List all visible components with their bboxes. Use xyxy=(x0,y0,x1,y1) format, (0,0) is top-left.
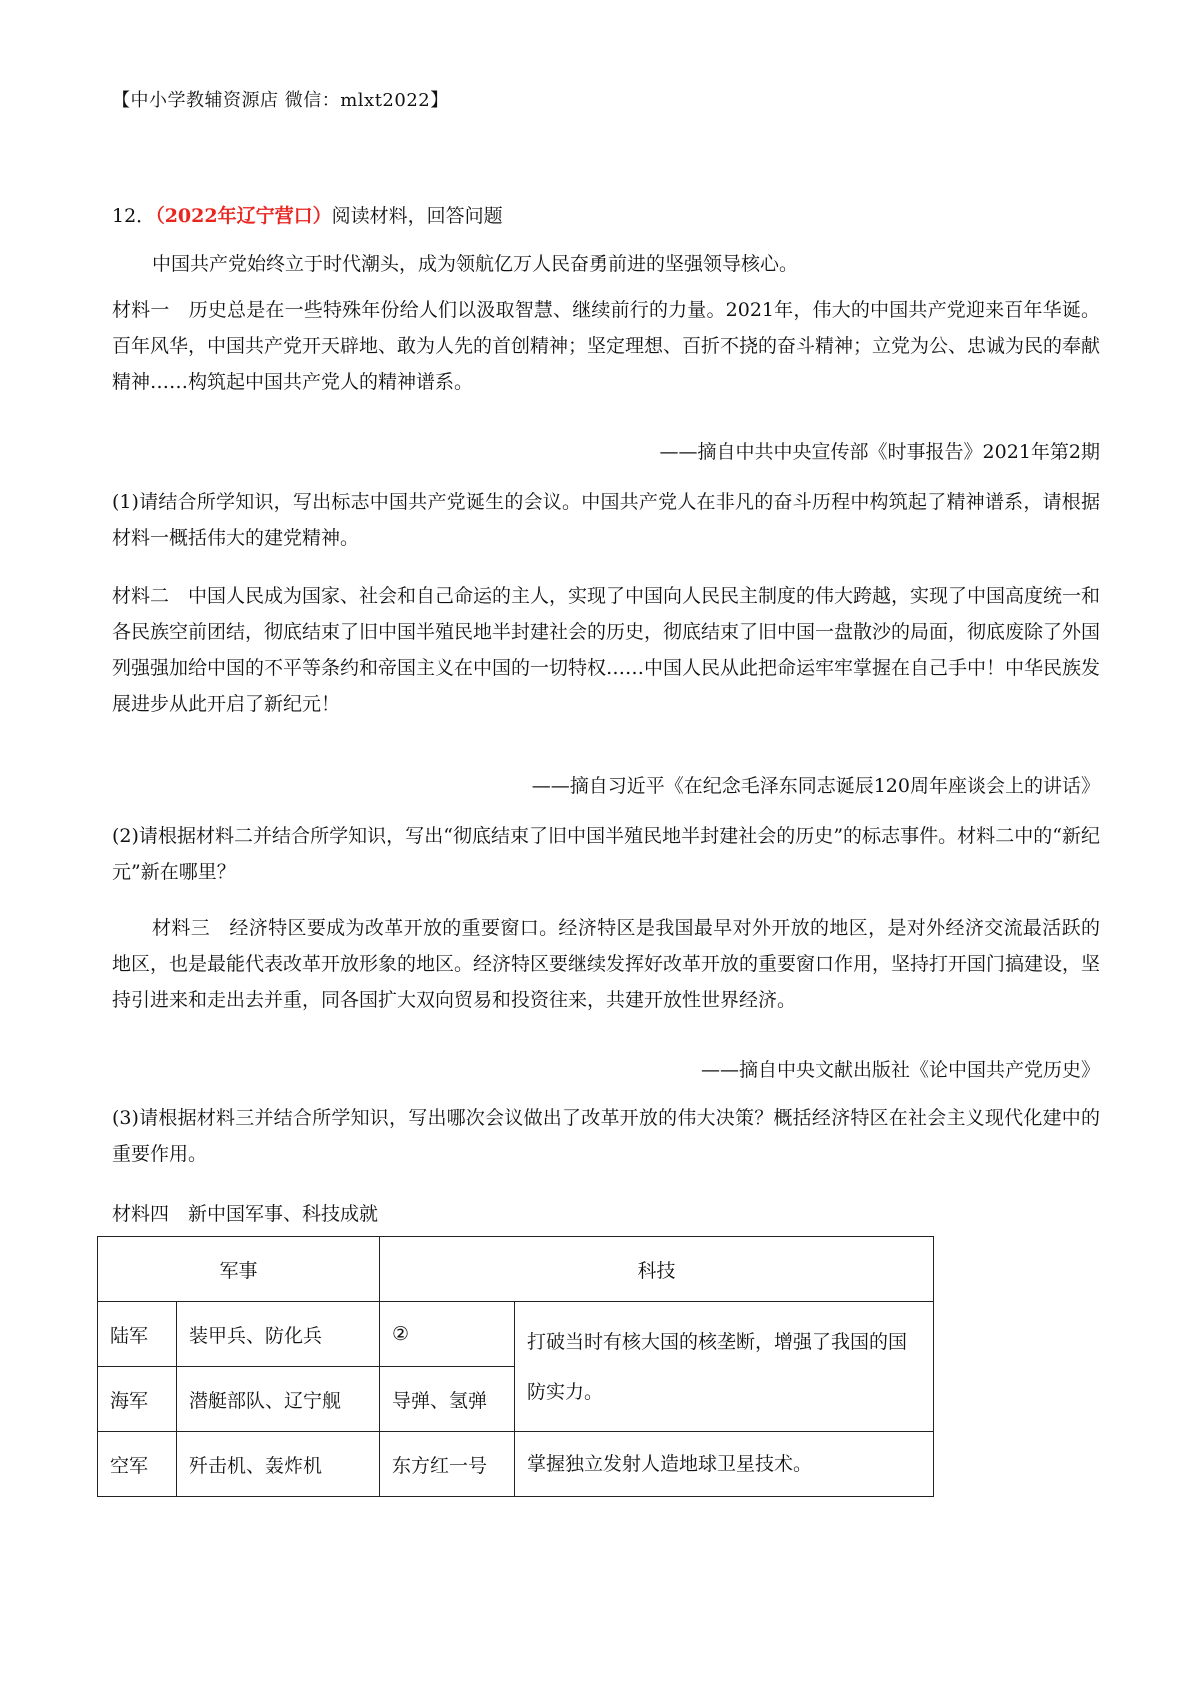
question-number: 12． xyxy=(112,205,156,227)
material-four-label: 材料四 新中国军事、科技成就 xyxy=(112,1203,379,1225)
effect-cell-merged: 打破当时有核大国的核垄断，增强了我国的国防实力。 xyxy=(515,1302,934,1432)
branch-cell: 陆军 xyxy=(98,1302,177,1367)
sub-question-1: (1)请结合所学知识，写出标志中国共产党诞生的会议。中国共产党人在非凡的奋斗历程中构筑起了精神谱系，请根据材料一概括伟大的建党精神。 xyxy=(112,491,1100,549)
tech-cell: ② xyxy=(380,1302,515,1367)
table-row xyxy=(98,1432,934,1497)
material-one: 材料一 历史总是在一些特殊年份给人们以汲取智慧、继续前行的力量。2021年，伟大的中国共产党迎来百年华诞。百年风华，中国共产党开天辟地、敢为人先的首创精神；坚定理想、百折不挠的奋斗精神；立党为公、忠诚为民的奉献精神……构筑起中国共产党人的精神谱系。 xyxy=(112,299,1101,393)
table-header-row xyxy=(98,1237,934,1302)
branch-cell: 空军 xyxy=(98,1432,177,1497)
achievements-table xyxy=(97,1236,934,1497)
material-two-source: ——摘自习近平《在纪念毛泽东同志诞辰120周年座谈会上的讲话》 xyxy=(531,775,1100,797)
effect-cell: 掌握独立发射人造地球卫星技术。 xyxy=(515,1432,934,1497)
material-three-source: ——摘自中央文献出版社《论中国共产党历史》 xyxy=(700,1059,1100,1081)
material-three: 材料三 经济特区要成为改革开放的重要窗口。经济特区是我国最早对外开放的地区，是对外经济交流最活跃的地区，也是最能代表改革开放形象的地区。经济特区要继续发挥好改革开放的重要窗口作用，坚持打开国门搞建设，坚持引进来和走出去并重，同各国扩大双向贸易和投资往来，共建开放性世界经济。 xyxy=(112,917,1101,1011)
header-tech: 科技 xyxy=(380,1237,934,1302)
sub-question-2: (2)请根据材料二并结合所学知识，写出“彻底结束了旧中国半殖民地半封建社会的历史”的标志事件。材料二中的“新纪元”新在哪里？ xyxy=(112,825,1100,883)
units-cell: 潜艇部队、辽宁舰 xyxy=(177,1367,380,1432)
question-prompt: 阅读材料，回答问题 xyxy=(331,205,503,227)
material-two: 材料二 中国人民成为国家、社会和自己命运的主人，实现了中国向人民民主制度的伟大跨越，实现了中国高度统一和各民族空前团结，彻底结束了旧中国半殖民地半封建社会的历史，彻底结束了旧中国一盘散沙的局面，彻底废除了外国列强强加给中国的不平等条约和帝国主义在中国的一切特权……中国人民从此把命运牢牢掌握在自己手中！中华民族发展进步从此开启了新纪元！ xyxy=(112,585,1101,715)
header-note: 【中小学教辅资源店 微信：mlxt2022】 xyxy=(112,90,449,111)
branch-cell: 海军 xyxy=(98,1367,177,1432)
material-one-source: ——摘自中共中央宣传部《时事报告》2021年第2期 xyxy=(659,441,1100,463)
sub-question-3: (3)请根据材料三并结合所学知识，写出哪次会议做出了改革开放的伟大决策？概括经济特区在社会主义现代化建中的重要作用。 xyxy=(112,1107,1100,1165)
tech-cell: 东方红一号 xyxy=(380,1432,515,1497)
units-cell: 装甲兵、防化兵 xyxy=(177,1302,380,1367)
units-cell: 歼击机、轰炸机 xyxy=(177,1432,380,1497)
tech-cell: 导弹、氢弹 xyxy=(380,1367,515,1432)
header-military: 军事 xyxy=(98,1237,380,1302)
question-source: （2022年辽宁营口） xyxy=(155,205,332,227)
question-title xyxy=(112,198,1100,234)
table-row xyxy=(98,1302,934,1367)
question-intro: 中国共产党始终立于时代潮头，成为领航亿万人民奋勇前进的坚强领导核心。 xyxy=(152,253,799,275)
